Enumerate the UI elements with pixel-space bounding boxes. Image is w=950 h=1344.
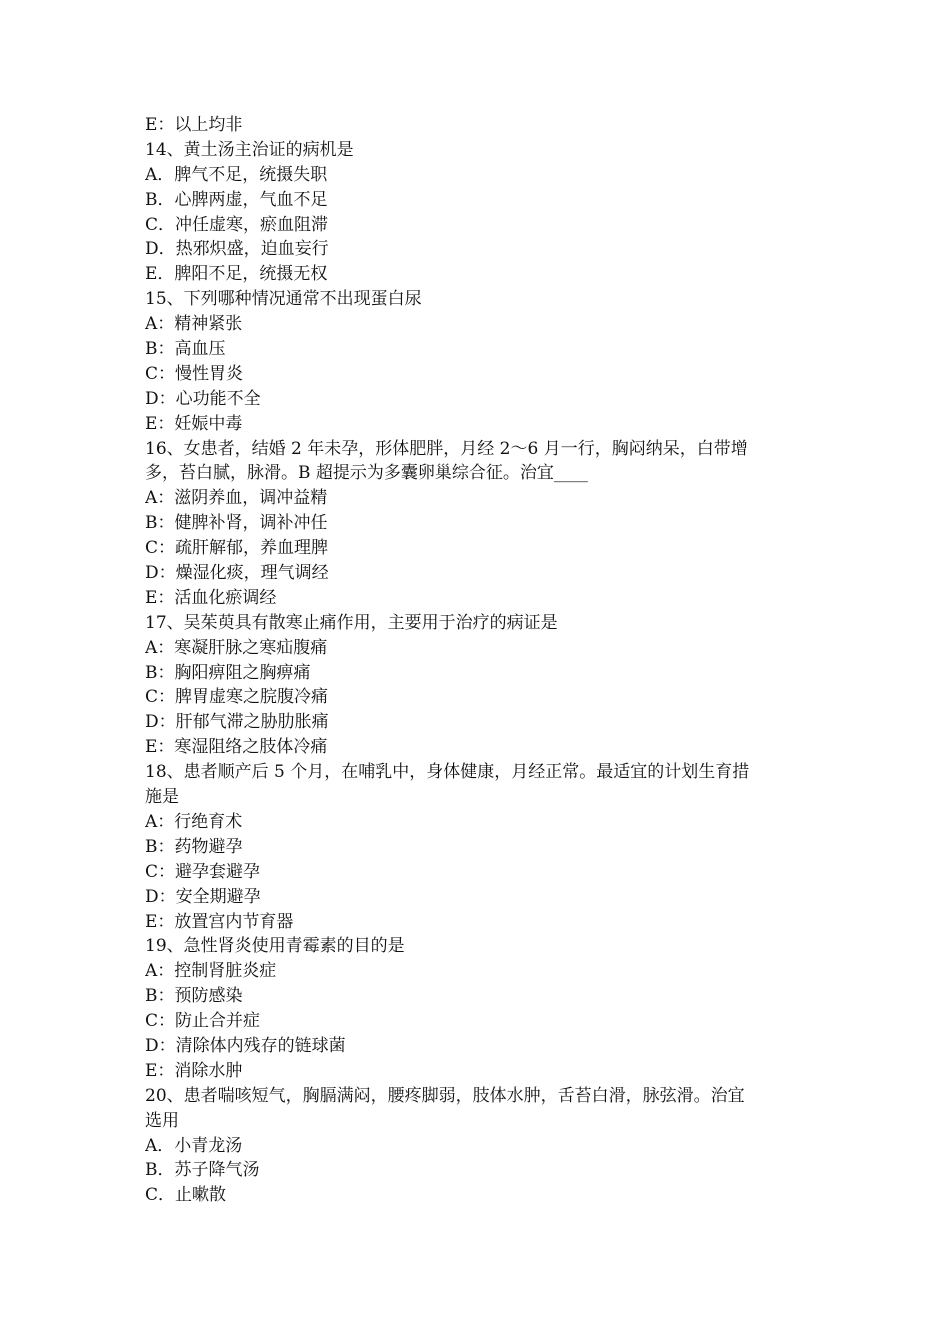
text-line: B．苏子降气汤: [145, 1160, 260, 1181]
text-line: E：消除水肿: [145, 1060, 243, 1081]
text-line: C：避孕套避孕: [145, 861, 261, 882]
text-line: B：健脾补肾，调补冲任: [145, 513, 328, 534]
text-line: 选用: [145, 1110, 179, 1131]
text-line: A：控制肾脏炎症: [145, 961, 277, 982]
text-line: C．止嗽散: [145, 1185, 227, 1206]
text-line: E：妊娠中毒: [145, 413, 243, 434]
text-line: E：寒湿阻络之肢体冷痛: [145, 737, 328, 758]
text-line: 18、患者顺产后 5 个月，在哺乳中，身体健康，月经正常。最适宜的计划生育措: [145, 762, 750, 783]
text-line: D：清除体内残存的链球菌: [145, 1035, 346, 1056]
text-line: D：安全期避孕: [145, 886, 261, 907]
text-line: A：精神紧张: [145, 314, 243, 335]
text-line: E：活血化瘀调经: [145, 587, 277, 608]
text-line: E．脾阳不足，统摄无权: [145, 264, 328, 285]
text-line: C：防止合并症: [145, 1011, 261, 1032]
text-line: D：心功能不全: [145, 388, 261, 409]
text-line: 多，苔白腻，脉滑。B 超提示为多囊卵巢综合征。治宜____: [145, 463, 588, 484]
text-line: D．热邪炽盛，迫血妄行: [145, 239, 329, 260]
text-line: B：药物避孕: [145, 836, 243, 857]
text-line: B．心脾两虚，气血不足: [145, 189, 328, 210]
text-line: A．脾气不足，统摄失职: [145, 164, 328, 185]
text-line: 14、黄土汤主治证的病机是: [145, 139, 354, 160]
text-line: 15、下列哪种情况通常不出现蛋白尿: [145, 289, 422, 310]
text-line: 施是: [145, 787, 179, 808]
question-text-block: [145, 113, 810, 1208]
text-line: E：以上均非: [145, 115, 243, 135]
text-line: C：疏肝解郁，养血理脾: [145, 538, 329, 559]
text-line: B：预防感染: [145, 986, 243, 1007]
text-line: 17、吴茱萸具有散寒止痛作用，主要用于治疗的病证是: [145, 612, 558, 633]
text-line: A：寒凝肝脉之寒疝腹痛: [145, 637, 328, 658]
text-line: C．冲任虚寒，瘀血阻滞: [145, 214, 329, 235]
text-line: 16、女患者，结婚 2 年未孕，形体肥胖，月经 2～6 月一行，胸闷纳呆，白带增: [145, 438, 748, 459]
text-line: 20、患者喘咳短气，胸膈满闷，腰疼脚弱，肢体水肿，舌苔白滑，脉弦滑。治宜: [145, 1085, 745, 1106]
text-line: C：慢性胃炎: [145, 363, 244, 384]
text-line: A．小青龙汤: [145, 1135, 243, 1156]
text-line: C：脾胃虚寒之脘腹冷痛: [145, 687, 329, 708]
text-line: A：行绝育术: [145, 811, 243, 832]
text-line: 19、急性肾炎使用青霉素的目的是: [145, 936, 405, 957]
text-line: D：肝郁气滞之胁肋胀痛: [145, 712, 329, 733]
text-line: D：燥湿化痰，理气调经: [145, 563, 329, 584]
text-line: E：放置宫内节育器: [145, 911, 294, 932]
text-line: B：高血压: [145, 339, 226, 360]
text-line: A：滋阴养血，调冲益精: [145, 488, 328, 509]
text-line: B：胸阳痹阻之胸痹痛: [145, 662, 311, 683]
